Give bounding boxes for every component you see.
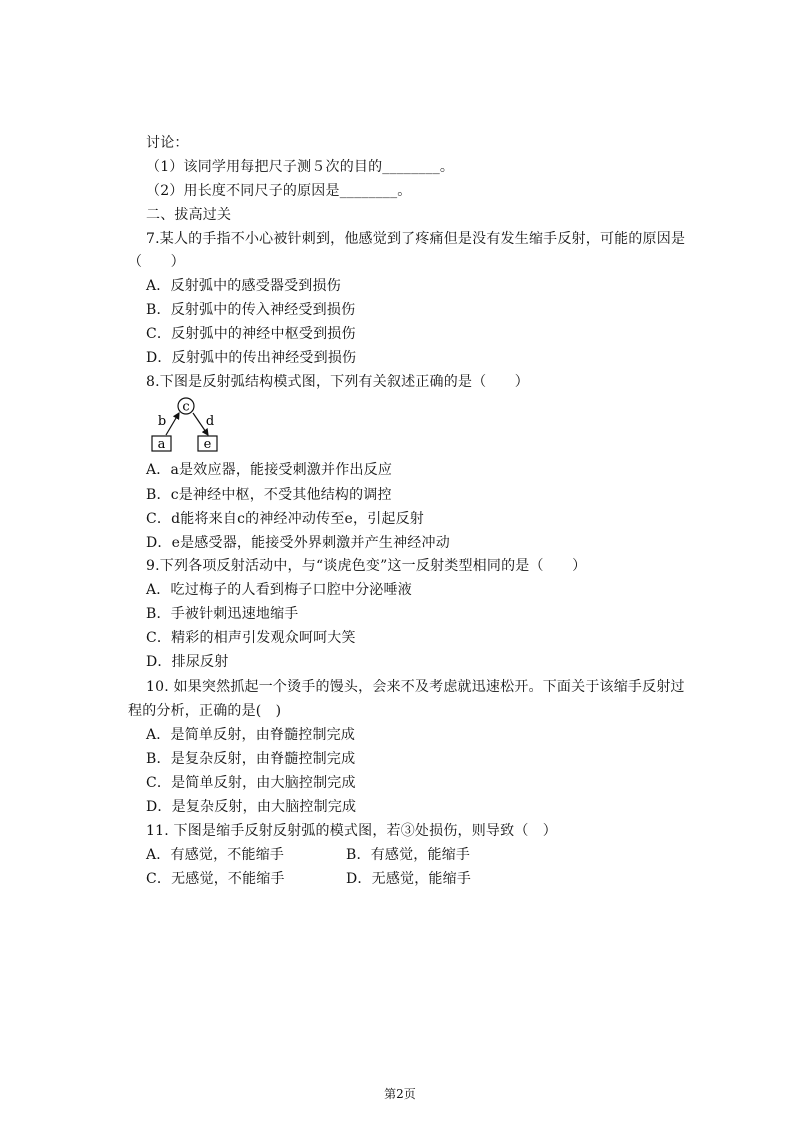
label-b: b [157,414,167,429]
q10-stem-line2: 程的分析，正确的是( ) [128,703,282,719]
q10-option-a: A．是简单反射，由脊髓控制完成 [146,727,356,743]
arrow-b [166,413,179,435]
q10-stem-line1: 10. 如果突然抓起一个烫手的馒头，会来不及考虑就迅速松开。下面关于该缩手反射过 [146,679,685,695]
q9-option-b: B．手被针刺迅速地缩手 [146,606,299,622]
q10-option-b: B．是复杂反射，由脊髓控制完成 [146,751,356,767]
discussion-heading: 讨论： [146,135,189,151]
reflex-arc-diagram [146,395,226,455]
q8-option-a: A．a是效应器，能接受刺激并作出反应 [146,462,393,478]
q7-option-d: D．反射弧中的传出神经受到损伤 [146,350,357,366]
discussion-item-1: （1）该同学用每把尺子测５次的目的________。 [146,159,455,175]
page-number: 第2页 [384,1087,416,1101]
box-e-label: e [203,437,212,452]
q9-option-a: A．吃过梅子的人看到梅子口腔中分泌唾液 [146,582,412,598]
q7-option-c: C．反射弧中的神经中枢受到损伤 [146,326,356,342]
section-title: 二、拔高过关 [146,207,232,223]
q8-option-d: D．e是感受器，能接受外界刺激并产生神经冲动 [146,535,450,551]
q8-stem: 8.下图是反射弧结构模式图，下列有关叙述正确的是（ ） [146,374,529,390]
q11-stem: 11. 下图是缩手反射反射弧的模式图，若③处损伤，则导致（ ） [146,823,557,839]
q8-option-c: C．d能将来自c的神经冲动传至e，引起反射 [146,511,424,527]
q11-option-d: D．无感觉，能缩手 [346,871,472,887]
q9-option-c: C．精彩的相声引发观众呵呵大笑 [146,630,356,646]
q7-option-b: B．反射弧中的传入神经受到损伤 [146,302,356,318]
q10-option-c: C．是简单反射，由大脑控制完成 [146,775,356,791]
q10-option-d: D．是复杂反射，由大脑控制完成 [146,799,357,815]
q11-option-c: C．无感觉，不能缩手 [146,871,285,887]
q7-stem-line2: （ ） [128,254,185,270]
box-a-label: a [157,437,166,452]
node-c-label: c [182,399,190,415]
label-d: d [205,414,215,429]
q7-stem-line1: 7.某人的手指不小心被针刺到，他感觉到了疼痛但是没有发生缩手反射，可能的原因是 [146,231,686,247]
q9-option-d: D．排尿反射 [146,654,229,670]
q8-option-b: B．c是神经中枢，不受其他结构的调控 [146,487,392,503]
discussion-item-2: （2）用长度不同尺子的原因是________。 [146,183,412,199]
q9-stem: 9.下列各项反射活动中，与“谈虎色变”这一反射类型相同的是（ ） [146,558,587,574]
q11-option-b: B．有感觉，能缩手 [346,847,471,863]
q11-option-a: A．有感觉，不能缩手 [146,847,285,863]
q7-option-a: A．反射弧中的感受器受到损伤 [146,278,341,294]
